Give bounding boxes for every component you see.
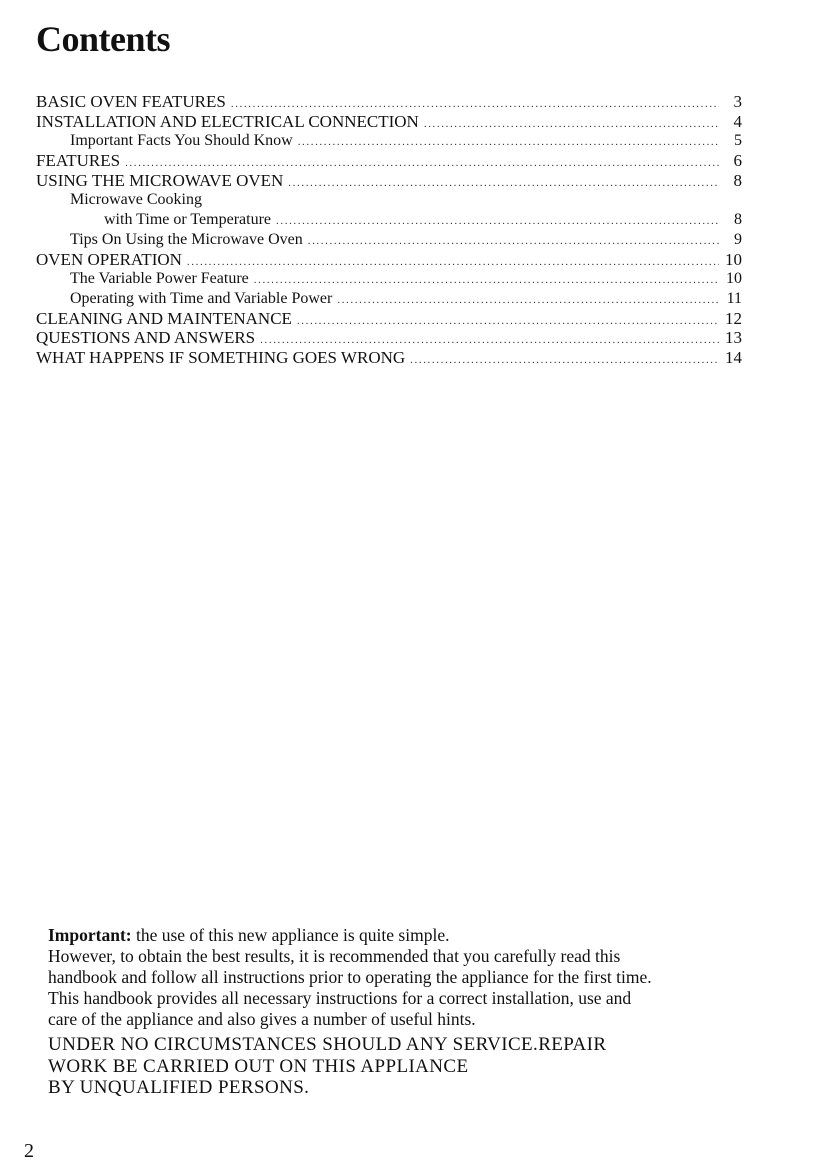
toc-entry-label: WHAT HAPPENS IF SOMETHING GOES WRONG xyxy=(36,347,406,367)
notice-line: handbook and follow all instructions prior to operating the appliance for the first time. xyxy=(48,967,652,987)
dot-leader xyxy=(410,351,719,368)
warning-line: UNDER NO CIRCUMSTANCES SHOULD ANY SERVICE.REPAIR xyxy=(48,1034,607,1055)
dot-leader xyxy=(231,95,719,112)
toc-entry xyxy=(36,171,742,191)
toc-entry-label: INSTALLATION AND ELECTRICAL CONNECTION xyxy=(36,111,419,131)
toc-entry-page: 14 xyxy=(725,347,742,367)
toc-entry xyxy=(36,289,742,309)
page-title: Contents xyxy=(36,19,171,59)
warning-line: BY UNQUALIFIED PERSONS. xyxy=(48,1077,310,1098)
toc-entry-page: 10 xyxy=(726,270,742,288)
dot-leader xyxy=(187,253,719,270)
dot-leader xyxy=(276,212,719,230)
notice-lead: Important: xyxy=(48,925,132,945)
toc-entry-label: with Time or Temperature xyxy=(104,211,272,229)
notice-line xyxy=(48,925,808,946)
toc-entry-label: Microwave Cooking xyxy=(70,191,202,209)
toc-entry-page: 12 xyxy=(725,308,742,328)
toc-entry-label: CLEANING AND MAINTENANCE xyxy=(36,308,292,328)
toc-entry xyxy=(36,92,742,112)
table-of-contents xyxy=(36,92,742,368)
toc-entry-label: The Variable Power Feature xyxy=(70,270,249,288)
important-notice xyxy=(48,925,808,1030)
toc-entry xyxy=(36,348,742,368)
notice-line: care of the appliance and also gives a number of useful hints. xyxy=(48,1009,476,1029)
notice-line: This handbook provides all necessary instructions for a correct installation, use and xyxy=(48,988,632,1008)
toc-entry-page: 5 xyxy=(734,132,742,150)
toc-entry-label: USING THE MICROWAVE OVEN xyxy=(36,170,284,190)
dot-leader xyxy=(254,271,719,289)
toc-entry-page: 11 xyxy=(726,289,742,307)
toc-entry xyxy=(36,250,742,270)
toc-entry-label: Operating with Time and Variable Power xyxy=(70,289,333,307)
dot-leader xyxy=(308,232,719,250)
toc-entry-label: Important Facts You Should Know xyxy=(70,132,293,150)
toc-entry xyxy=(36,190,742,210)
toc-entry xyxy=(36,131,742,151)
dot-leader xyxy=(297,312,719,329)
dot-leader xyxy=(298,133,719,151)
toc-entry-label: Tips On Using the Microwave Oven xyxy=(70,230,303,248)
toc-entry-page: 6 xyxy=(733,151,742,171)
toc-entry-label: QUESTIONS AND ANSWERS xyxy=(36,328,256,348)
toc-entry-page: 10 xyxy=(725,249,742,269)
toc-entry-label: OVEN OPERATION xyxy=(36,249,182,269)
warning-line: WORK BE CARRIED OUT ON THIS APPLIANCE xyxy=(48,1055,469,1077)
toc-entry xyxy=(36,112,742,132)
toc-entry-page: 3 xyxy=(733,92,742,111)
toc-entry-page: 13 xyxy=(725,328,742,348)
dot-leader xyxy=(260,331,719,348)
dot-leader xyxy=(424,115,719,132)
toc-entry xyxy=(36,210,742,230)
notice-line: However, to obtain the best results, it is recommended that you carefully read this xyxy=(48,946,621,966)
page-number: 2 xyxy=(24,1140,34,1162)
toc-entry xyxy=(36,151,742,171)
toc-entry xyxy=(36,230,742,250)
toc-entry xyxy=(36,328,742,348)
dot-leader xyxy=(337,291,719,309)
toc-entry-page: 8 xyxy=(733,170,742,190)
service-warning xyxy=(48,1034,788,1099)
toc-entry xyxy=(36,309,742,329)
notice-text: the use of this new appliance is quite simple. xyxy=(135,925,450,945)
toc-entry-label: BASIC OVEN FEATURES xyxy=(36,92,226,111)
toc-entry xyxy=(36,269,742,289)
toc-entry-page: 8 xyxy=(734,211,742,229)
toc-entry-page: 4 xyxy=(733,111,742,131)
dot-leader xyxy=(125,154,719,171)
dot-leader xyxy=(288,174,719,191)
toc-entry-label: FEATURES xyxy=(36,151,121,171)
toc-entry-page: 9 xyxy=(734,230,742,248)
